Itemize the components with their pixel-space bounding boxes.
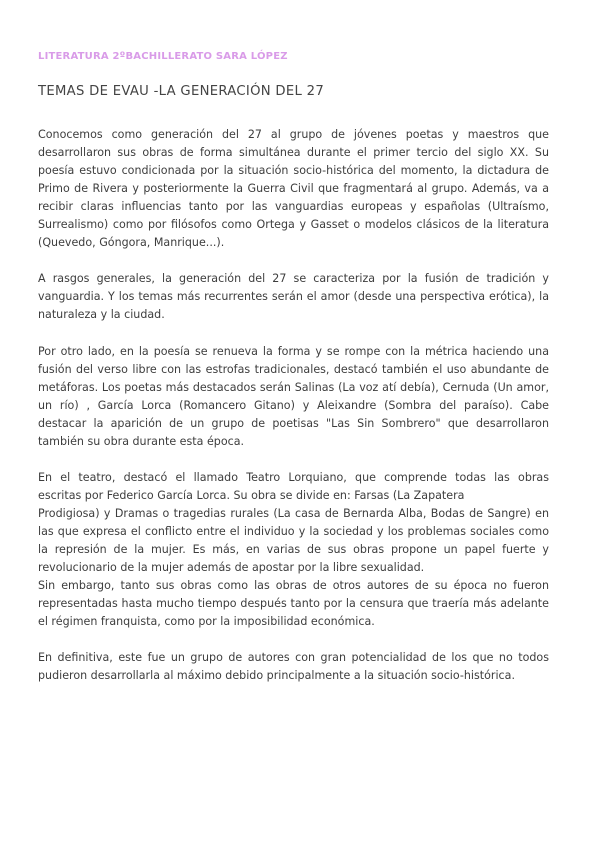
text-line: poesía estuvo condicionada por la situación socio-histórica del momento, la dictadura de <box>38 164 549 178</box>
text-line: también su obra durante esta época. <box>38 434 245 448</box>
text-line: Sin embargo, tanto sus obras como las obras de otros autores de su época no fueron <box>38 579 549 593</box>
paragraph-general-features <box>38 270 549 324</box>
text-line: recibir claras influencias tanto por las vanguardias europeas y españolas (Ultraísmo, <box>38 200 549 214</box>
text-line: (Quevedo, Góngora, Manrique...). <box>38 236 225 250</box>
text-line: Primo de Rivera y posteriormente la Guerra Civil que fragmentará al grupo. Además, va a <box>38 182 549 196</box>
text-line: desarrollaron sus obras de forma simultánea durante el primer tercio del siglo XX. Su <box>38 146 549 160</box>
text-line: el régimen franquista, como por la imposibilidad económica. <box>38 615 375 629</box>
text-line: fusión del verso libre con las estrofas tradicionales, destacó también el uso abundante de <box>38 362 549 376</box>
paragraph-conclusion <box>38 649 549 685</box>
text-line: A rasgos generales, la generación del 27 se caracteriza por la fusión de tradición y <box>38 272 549 286</box>
text-line: Conocemos como generación del 27 al grupo de jóvenes poetas y maestros que <box>38 128 549 141</box>
document-body <box>38 126 549 685</box>
paragraph-theatre <box>38 469 549 631</box>
text-line: pudieron desarrollarla al máximo debido principalmente a la situación socio-histórica. <box>38 669 515 683</box>
text-line: En definitiva, este fue un grupo de autores con gran potencialidad de los que no todos <box>38 651 549 665</box>
text-line: un río) , García Lorca (Romancero Gitano) y Aleixandre (Sombra del paraíso). Cabe <box>38 398 549 412</box>
text-line: Surrealismo) como por filósofos como Ortega y Gasset o modelos clásicos de la literatura <box>38 218 549 232</box>
text-line: revolucionario de la mujer además de apostar por la libre sexualidad. <box>38 561 425 575</box>
text-line: escritas por Federico García Lorca. Su obra se divide en: Farsas (La Zapatera <box>38 488 465 502</box>
text-line: las que expresa el conflicto entre el individuo y la sociedad y los problemas sociales como <box>38 525 549 539</box>
text-line: destacar la aparición de un grupo de poetisas "Las Sin Sombrero" que desarrollaron <box>38 416 549 430</box>
text-line: Por otro lado, en la poesía se renueva la forma y se rompe con la métrica haciendo una <box>38 344 549 358</box>
page-subtitle: TEMAS DE EVAU -LA GENERACIÓN DEL 27 <box>38 84 325 99</box>
text-line: vanguardia. Y los temas más recurrentes serán el amor (desde una perspectiva erótica), la <box>38 290 549 304</box>
page-title: LITERATURA 2ºBACHILLERATO SARA LÓPEZ <box>38 51 288 62</box>
text-line: metáforas. Los poetas más destacados serán Salinas (La voz atí debía), Cernuda (Un amor, <box>38 380 549 394</box>
text-line: naturaleza y la ciudad. <box>38 308 165 322</box>
text-line: En el teatro, destacó el llamado Teatro Lorquiano, que comprende todas las obras <box>38 470 549 484</box>
paragraph-intro <box>38 126 549 252</box>
text-line: representadas hasta mucho tiempo después tanto por la censura que traería más adelante <box>38 597 549 611</box>
text-line: Prodigiosa) y Dramas o tragedias rurales (La casa de Bernarda Alba, Bodas de Sangre) en <box>38 506 549 520</box>
paragraph-poetry <box>38 343 549 451</box>
text-line: la represión de la mujer. Es más, en varias de sus obras propone un papel fuerte y <box>38 543 549 557</box>
